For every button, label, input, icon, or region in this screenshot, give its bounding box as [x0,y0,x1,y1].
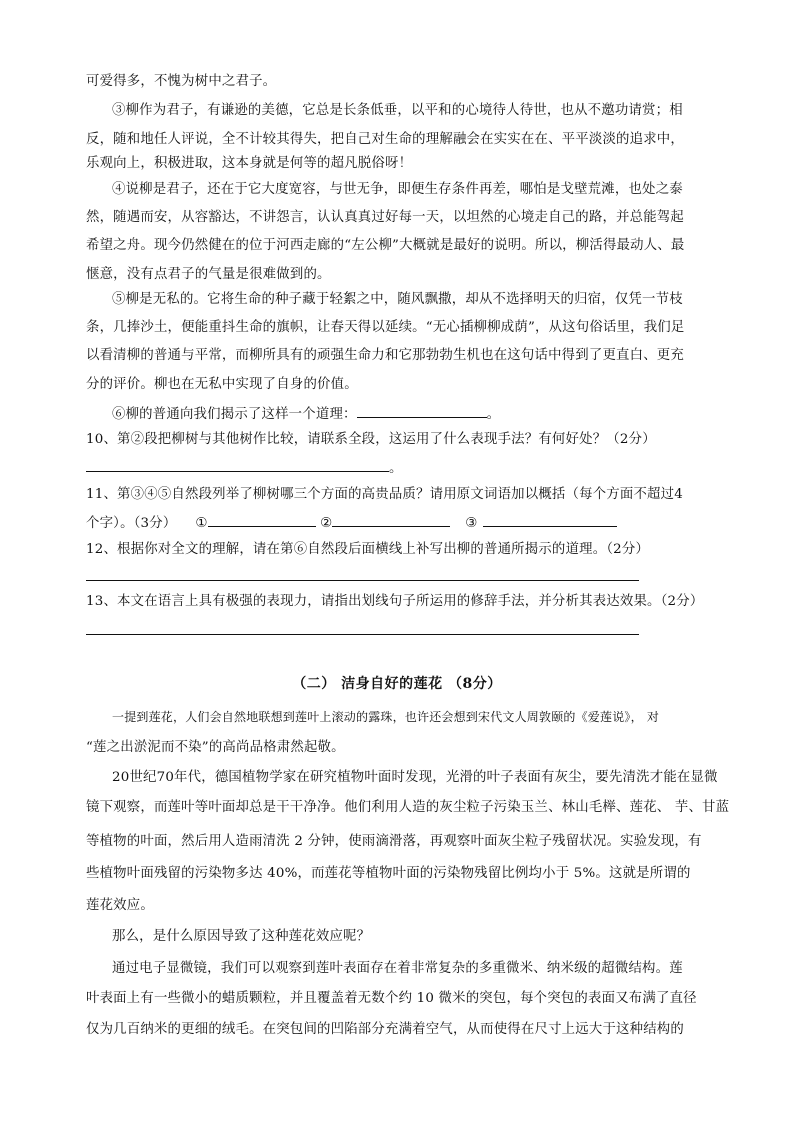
question-12: 12、根据你对全文的理解，请在第⑥自然段后面横线上补写出柳的普通所揭示的道理。（2分） [86,542,650,557]
paragraph-line: 仅为几百纳米的更细的绒毛。在突包间的凹陷部分充满着空气，从而使得在尺寸上远大于这种结构的 [86,1022,684,1037]
paragraph-line: 通过电子显微镜，我们可以观察到莲叶表面存在着非常复杂的多重微米、纳米级的超微结构。莲 [112,961,683,976]
paragraph-line: 20世纪70年代，德国植物学家在研究植物叶面时发现，光滑的叶子表面有灰尘，要先清洗才能在显微 [112,770,718,785]
period: 。 [486,407,501,422]
paragraph-5-line: 条，几捧沙土，便能重抖生命的旗帜，让春天得以延续。“无心插柳柳成荫”，从这句俗话里，我们足 [86,320,685,335]
paragraph-3-line: ③柳作为君子，有谦逊的美德，它总是长条低垂，以平和的心境待人待世，也从不邀功请赏；相 [112,103,683,118]
answer-blank-q12[interactable] [357,403,487,418]
paragraph-line: 等植物的叶面，然后用人造雨清洗 2 分钟，使雨滴滑落，再观察叶面灰尘粒子残留状况。实验发现，有 [86,834,702,849]
question-10: 10、第②段把柳树与其他树作比较，请联系全段，这运用了什么表现手法？有何好处？（2分） [86,432,656,447]
answer-blank-q10[interactable] [86,457,389,472]
question-11-tail: 个字）。（3分） [86,516,177,531]
paragraph-line: 那么，是什么原因导致了这种莲花效应呢？ [112,929,371,944]
answer-line-q12[interactable] [86,580,639,581]
paragraph-3-line: 乐观向上，积极进取，这本身就是何等的超凡脱俗呀！ [86,156,413,171]
paragraph-line: 些植物叶面残留的污染物多达 40%，而莲花等植物叶面的污染物残留比例均小于 5%。这就是所谓的 [86,866,691,881]
mark-2: ② [320,516,333,531]
answer-line-q13[interactable] [86,634,639,635]
question-13: 13、本文在语言上具有极强的表现力，请指出划线句子所运用的修辞手法，并分析其表达效果。（2分） [86,594,704,609]
period: 。 [389,461,403,476]
paragraph-5-line: ⑤柳是无私的。它将生命的种子藏于轻絮之中，随风飘撒，却从不选择明天的归宿，仅凭一节枝 [112,292,683,307]
mark-3: ③ [465,516,478,531]
question-11-continued [86,512,617,534]
question-10-answer-line [86,457,403,479]
paragraph-5-line: 以看清柳的普通与平常，而柳所具有的顽强生命力和它那勃勃生机也在这句话中得到了更直白、更充 [86,348,684,363]
answer-blank-q11-2[interactable] [332,512,450,527]
paragraph-5-line: 分的评价。柳也在无私中实现了自身的价值。 [86,377,358,392]
paragraph-3-line: 反，随和地任人评说，全不计较其得失，把自己对生命的理解融会在实实在在、平平淡淡的追求中， [86,132,684,147]
section-title: （二） 洁身自好的莲花 （8分） [292,676,502,692]
paragraph-line: 可爱得多，不愧为树中之君子。 [86,74,277,89]
paragraph-4-line: ④说柳是君子，还在于它大度宽容，与世无争，即便生存条件再差，哪怕是戈壁荒滩，也处之泰 [112,182,683,197]
paragraph-line: 镜下观察，而莲叶等叶面却总是干干净净。他们利用人造的灰尘粒子污染玉兰、林山毛榉、莲花、 芋、甘蓝 [86,800,730,815]
paragraph-6-text: ⑥柳的普通向我们揭示了这样一个道理： [112,407,357,422]
paragraph-line: 叶表面上有一些微小的蜡质颗粒，并且覆盖着无数个约 10 微米的突包，每个突包的表面又布满了直径 [86,991,697,1006]
paragraph-6-line [112,403,500,425]
mark-1: ① [195,516,208,531]
paragraph-4-line: 然，随遇而安，从容豁达，不讲怨言，认认真真过好每一天，以坦然的心境走自己的路，并总能驾起 [86,210,684,225]
answer-blank-q11-3[interactable] [483,512,617,527]
intro-line: “莲之出淤泥而不染”的高尚品格肃然起敬。 [86,740,345,755]
intro-line: 一提到莲花，人们会自然地联想到莲叶上滚动的露珠，也许还会想到宋代文人周敦颐的《爱莲说》， 对 [112,710,660,724]
paragraph-4-line: 惬意，没有点君子的气量是很难做到的。 [86,267,331,282]
paragraph-4-line: 希望之舟。现今仍然健在的位于河西走廊的“左公柳”大概就是最好的说明。所以，柳活得最动人、最 [86,238,685,253]
paragraph-line: 莲花效应。 [86,898,154,913]
answer-blank-q11-1[interactable] [208,512,316,527]
question-11: 11、第③④⑤自然段列举了柳树哪三个方面的高贵品质？请用原文词语加以概括（每个方面不超过4 [86,487,683,502]
